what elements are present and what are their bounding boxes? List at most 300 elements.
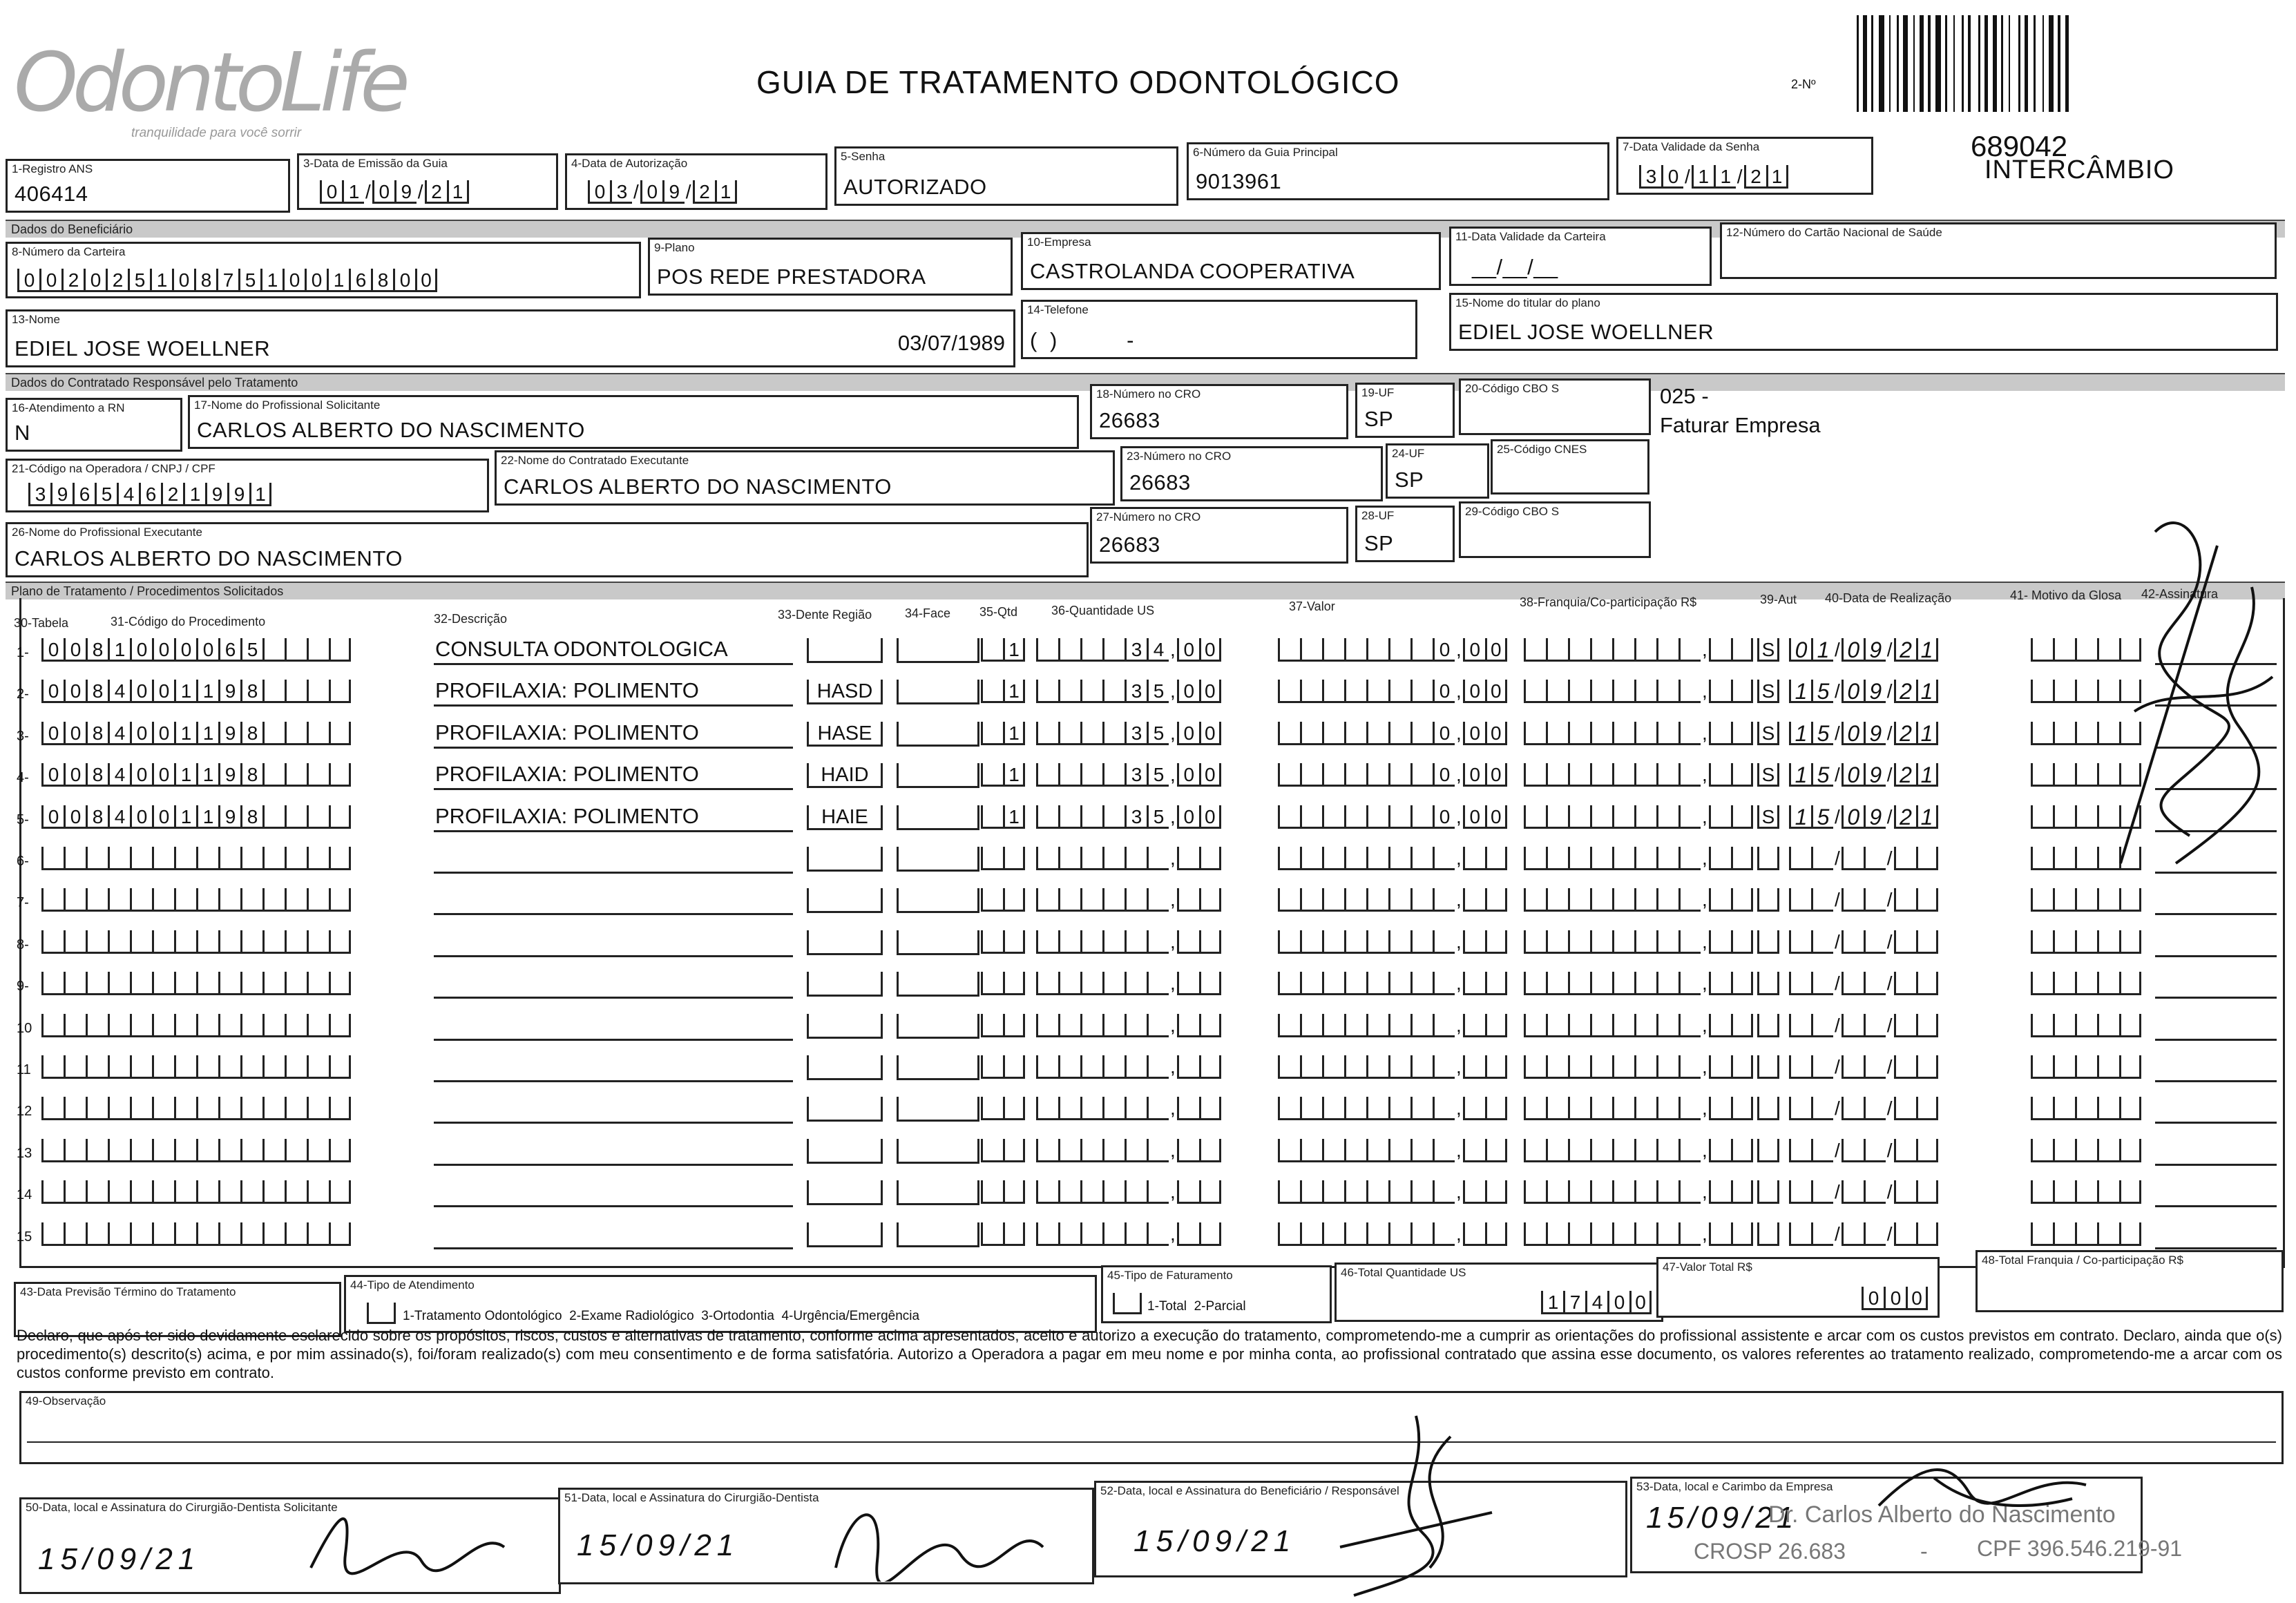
digit-cell: 3 <box>28 483 50 506</box>
procedure-code <box>41 1139 351 1162</box>
realization-date <box>1789 1097 1938 1120</box>
digit-cell <box>1678 972 1701 995</box>
digit-cell <box>285 722 307 745</box>
row-number: 4- <box>17 770 29 785</box>
tipo-faturamento-field[interactable] <box>1101 1265 1332 1323</box>
digit-cell <box>1731 1014 1753 1037</box>
digit-cell <box>1177 1097 1199 1120</box>
digit-cell <box>1524 847 1546 870</box>
digit-cell: 6 <box>73 483 95 506</box>
table-row[interactable] <box>0 633 2286 667</box>
digit-cell <box>1080 638 1102 662</box>
digit-cell: 0 <box>1433 763 1455 787</box>
validade-carteira-field[interactable] <box>1449 227 1712 286</box>
digit-cell <box>2053 680 2075 703</box>
digit-cell <box>64 930 86 954</box>
digit-cell <box>981 972 1003 995</box>
digit-cell: 3 <box>1125 680 1147 703</box>
digit-cell <box>1036 1097 1058 1120</box>
digit-cell <box>196 1055 218 1079</box>
digit-cell <box>1634 722 1656 745</box>
digit-cell <box>152 972 174 995</box>
digit-cell <box>2075 888 2097 912</box>
digit-cell <box>1916 1180 1938 1204</box>
value <box>1278 1097 1507 1120</box>
digit-cell <box>1125 1055 1147 1079</box>
quantity <box>981 722 1025 745</box>
digit-cell: 9 <box>205 483 227 506</box>
digit-cell: 0 <box>1841 680 1864 703</box>
digit-cell <box>1388 888 1410 912</box>
digit-cell <box>1300 805 1322 829</box>
digit-cell <box>1656 1055 1678 1079</box>
digit-cell: 0 <box>152 638 174 662</box>
digit-cell <box>1388 847 1410 870</box>
row-signature-line <box>2155 1122 2277 1124</box>
digit-cell <box>218 847 240 870</box>
decimal-separator: , <box>1702 1097 1707 1119</box>
field-label: 10-Empresa <box>1027 236 1091 249</box>
digit-cell: 5 <box>238 269 260 292</box>
row-signature-line <box>2155 1205 2277 1207</box>
prof-exec-field[interactable] <box>6 522 1089 577</box>
digit-cell: 3 <box>1639 165 1661 189</box>
digit-cell <box>1634 680 1656 703</box>
col-header-franquia: 38-Franquia/Co-participação R$ <box>1520 595 1697 609</box>
field-label: 15-Nome do titular do plano <box>1455 296 1600 309</box>
digit-cell <box>1524 972 1546 995</box>
barcode-bar <box>1945 15 1947 112</box>
digit-cell <box>1864 1014 1886 1037</box>
digit-cell <box>1102 805 1125 829</box>
digit-cell <box>1568 1055 1590 1079</box>
digit-cell <box>285 680 307 703</box>
description-line <box>434 1080 793 1082</box>
date-separator: / <box>1835 1056 1840 1077</box>
digit-cell <box>2031 722 2053 745</box>
digit-cell <box>64 888 86 912</box>
digit-cell <box>2097 1139 2119 1162</box>
date-separator: / <box>1886 1140 1893 1161</box>
digit-cell <box>1709 1139 1731 1162</box>
digit-cell <box>307 805 329 829</box>
digit-cell <box>1278 1139 1300 1162</box>
assinatura-date: 15/09/21 <box>577 1528 740 1562</box>
digit-cell: 0 <box>1789 638 1811 662</box>
cartao-nacional-field[interactable] <box>1720 222 2277 279</box>
decimal-separator: , <box>1702 1223 1707 1245</box>
signature-53 <box>1865 1443 2100 1526</box>
digit-cell: 5 <box>1147 805 1169 829</box>
date-separator: / <box>1886 1223 1893 1245</box>
cro-27-field[interactable] <box>1090 507 1348 564</box>
digit-cell: 8 <box>86 638 108 662</box>
glosa-reason <box>2031 1222 2141 1246</box>
row-number: 15 <box>17 1229 32 1245</box>
digit-cell <box>41 972 64 995</box>
digit-cell <box>1366 1139 1388 1162</box>
date-separator: / <box>1835 1140 1840 1161</box>
digit-cell <box>1731 1139 1753 1162</box>
digit-cell: 3 <box>1125 763 1147 787</box>
digit-cell <box>329 1055 351 1079</box>
digit-cell: S <box>1757 722 1779 745</box>
digit-cell <box>1894 1222 1916 1246</box>
digit-cell <box>329 805 351 829</box>
cro-18-field[interactable] <box>1090 384 1348 439</box>
digit-cell: 0 <box>1463 805 1485 829</box>
digit-cell <box>1568 763 1590 787</box>
digit-cell <box>1916 888 1938 912</box>
signature-50 <box>297 1485 518 1588</box>
digit-cell <box>108 1222 130 1246</box>
checkbox[interactable] <box>367 1303 396 1324</box>
digit-cell <box>1036 1014 1058 1037</box>
digit-cell <box>1789 1139 1811 1162</box>
checkbox[interactable] <box>1113 1293 1142 1314</box>
digit-cell <box>1278 972 1300 995</box>
digit-cell <box>1709 680 1731 703</box>
digit-cell <box>1568 1014 1590 1037</box>
digit-cell <box>1546 1222 1568 1246</box>
digit-cell <box>1811 1222 1833 1246</box>
digit-cell <box>1811 847 1833 870</box>
senha-field[interactable] <box>834 146 1178 206</box>
digit-cell <box>1894 1055 1916 1079</box>
description-line <box>434 913 793 915</box>
digit-cell <box>1590 1222 1612 1246</box>
uf-19-field[interactable] <box>1355 383 1455 438</box>
digit-cell: 1 <box>196 680 218 703</box>
digit-cell <box>1388 1139 1410 1162</box>
digit-cell <box>2031 1139 2053 1162</box>
cnes-25-field[interactable] <box>1491 439 1649 495</box>
empresa-field[interactable] <box>1021 232 1441 290</box>
digit-cell: 0 <box>41 722 64 745</box>
digit-cell: 0 <box>152 680 174 703</box>
birth-date: 03/07/1989 <box>897 331 1005 355</box>
cbo-29-field[interactable] <box>1459 501 1651 558</box>
decimal-separator: , <box>1702 1140 1707 1161</box>
digit-cell: 1 <box>196 805 218 829</box>
plano-field[interactable] <box>648 238 1013 296</box>
digit-cell: 1 <box>1811 638 1833 662</box>
digit-cell <box>1080 680 1102 703</box>
uf-24-field[interactable] <box>1386 443 1489 499</box>
table-row[interactable] <box>0 716 2286 751</box>
codigo-operadora-field[interactable] <box>6 459 489 512</box>
digit-cell <box>1388 763 1410 787</box>
digit-cell: 5 <box>1147 722 1169 745</box>
digit-cell <box>1344 1097 1366 1120</box>
digit-cell <box>174 930 196 954</box>
digit-cell: 5 <box>1811 763 1833 787</box>
digit-cell <box>1590 763 1612 787</box>
digit-cell <box>1524 805 1546 829</box>
digit-cell <box>41 1139 64 1162</box>
digit-cell <box>1678 1055 1701 1079</box>
digit-cell <box>307 1097 329 1120</box>
digit-cell <box>152 1139 174 1162</box>
digit-cell <box>1410 847 1433 870</box>
digit-cell <box>307 847 329 870</box>
digit-cell <box>981 930 1003 954</box>
digit-cell: 4 <box>117 483 139 506</box>
date-separator: / <box>1835 680 1840 702</box>
digit-cell <box>1678 1097 1701 1120</box>
field-label: 23-Número no CRO <box>1127 450 1232 463</box>
digit-cell <box>1410 972 1433 995</box>
table-row[interactable] <box>0 841 2286 876</box>
digit-cell <box>1841 1014 1864 1037</box>
cro-23-field[interactable] <box>1120 446 1383 501</box>
col-header-motivo: 41- Motivo da Glosa <box>2010 588 2122 602</box>
franquia <box>1524 1014 1753 1037</box>
digit-cell <box>1789 1055 1811 1079</box>
quantity-us <box>1036 1097 1221 1120</box>
date-separator: / <box>1886 1015 1893 1036</box>
digit-cell <box>2119 888 2141 912</box>
field-value: AUTORIZADO <box>843 175 987 199</box>
digit-cell: 2 <box>61 269 84 292</box>
digit-cell <box>2031 638 2053 662</box>
digit-cell: 0 <box>1433 680 1455 703</box>
digit-cell <box>1125 1139 1147 1162</box>
field-label: 9-Plano <box>654 241 695 254</box>
digit-cell <box>1678 722 1701 745</box>
total-us-field[interactable] <box>1334 1263 1663 1322</box>
digit-cell <box>981 1014 1003 1037</box>
digit-cell <box>1463 1139 1485 1162</box>
data-emissao-field[interactable] <box>297 153 558 210</box>
digit-cell <box>1463 1180 1485 1204</box>
digit-cell <box>86 1055 108 1079</box>
field-label: 53-Data, local e Carimbo da Empresa <box>1636 1480 1833 1493</box>
digit-cell: 1 <box>1916 722 1938 745</box>
table-row[interactable] <box>0 1217 2286 1251</box>
digit-cell <box>1546 930 1568 954</box>
side-note-code: 025 - <box>1660 384 1709 408</box>
digit-cell <box>1841 888 1864 912</box>
contratado-exec-field[interactable] <box>495 450 1115 506</box>
digit-cell <box>2075 1055 2097 1079</box>
digit-cell: 9 <box>662 180 685 204</box>
digit-cell <box>196 1180 218 1204</box>
digit-cell <box>196 1097 218 1120</box>
atendimento-rn-field[interactable] <box>6 398 182 452</box>
digit-cell: 1 <box>249 483 271 506</box>
digit-cell: 4 <box>108 763 130 787</box>
digit-cell <box>307 930 329 954</box>
digit-cell <box>1322 1097 1344 1120</box>
nome-field[interactable] <box>6 309 1015 367</box>
tipo-atendimento-field[interactable] <box>344 1275 1097 1333</box>
data-autorizacao-field[interactable] <box>565 153 827 210</box>
digit-cell: 2 <box>693 180 715 204</box>
decimal-separator: , <box>1170 1015 1176 1036</box>
assinatura-date: 15/09/21 <box>1133 1524 1297 1558</box>
digit-cell: 2 <box>1894 722 1916 745</box>
field-label: 5-Senha <box>841 150 886 163</box>
field-value: ( ) - <box>1030 328 1134 352</box>
registro-ans-field[interactable] <box>6 159 290 213</box>
digit-cell: 8 <box>240 722 262 745</box>
digit-cell <box>1177 1139 1199 1162</box>
digit-cell <box>1125 930 1147 954</box>
valor-total-field[interactable] <box>1656 1257 1940 1318</box>
authorization <box>1757 930 1779 954</box>
digit-cell: 0 <box>1463 722 1485 745</box>
digit-cell <box>1036 1180 1058 1204</box>
barcode-bar <box>1863 15 1867 112</box>
barcode-icon <box>1857 15 2271 112</box>
digit-cell <box>1058 680 1080 703</box>
digit-cell <box>1524 1222 1546 1246</box>
cbo-20-field[interactable] <box>1459 378 1651 435</box>
value <box>1278 680 1507 703</box>
digit-cell <box>329 1097 351 1120</box>
table-row[interactable] <box>0 1008 2286 1043</box>
digit-cell <box>1524 1139 1546 1162</box>
digit-cell <box>2097 972 2119 995</box>
field-label: 21-Código na Operadora / CNPJ / CPF <box>12 462 216 475</box>
digit-cell <box>1177 1014 1199 1037</box>
titular-field[interactable] <box>1449 293 2278 351</box>
table-row[interactable] <box>0 966 2286 1001</box>
decimal-separator: , <box>1170 806 1176 827</box>
digit-cell <box>1731 763 1753 787</box>
table-row[interactable] <box>0 758 2286 792</box>
digit-cell <box>1757 972 1779 995</box>
date-separator: / <box>1886 889 1893 910</box>
telefone-field[interactable] <box>1021 300 1417 359</box>
authorization <box>1757 847 1779 870</box>
quantity-us <box>1036 1180 1221 1204</box>
digit-cell <box>1177 1180 1199 1204</box>
quantity <box>981 763 1025 787</box>
total-franquia-field[interactable] <box>1975 1250 2284 1312</box>
decimal-separator: , <box>1702 639 1707 660</box>
uf-28-field[interactable] <box>1355 506 1455 562</box>
tooth-face <box>897 888 979 913</box>
digit-cell <box>1125 847 1147 870</box>
digit-cell <box>2119 930 2141 954</box>
procedure-code <box>41 1222 351 1246</box>
digit-cell <box>1080 1139 1102 1162</box>
field-value: POS REDE PRESTADORA <box>657 265 926 289</box>
tooth-region: HAIE <box>807 805 883 830</box>
decimal-separator: , <box>1170 764 1176 785</box>
digit-cell <box>1433 847 1455 870</box>
digit-cell <box>1485 1014 1507 1037</box>
digit-cell <box>1410 1180 1433 1204</box>
guia-principal-field[interactable] <box>1187 142 1609 200</box>
table-row[interactable] <box>0 1091 2286 1126</box>
digit-cell: 1 <box>1916 763 1938 787</box>
barcode-bar <box>1984 15 1988 112</box>
carimbo-name: Dr. Carlos Alberto do Nascimento <box>1768 1501 2116 1528</box>
digit-cell <box>1590 1180 1612 1204</box>
digit-cell: 0 <box>152 805 174 829</box>
digit-cell <box>1322 1014 1344 1037</box>
decimal-separator: , <box>1456 1181 1462 1202</box>
field-value: N <box>15 421 30 445</box>
digit-cell <box>1731 847 1753 870</box>
validade-senha-field[interactable] <box>1616 137 1873 195</box>
digit-cell <box>1894 847 1916 870</box>
field-label: 45-Tipo de Faturamento <box>1107 1269 1233 1282</box>
digit-cell <box>1102 638 1125 662</box>
field-label: 24-UF <box>1392 447 1425 460</box>
digit-cell <box>1199 1097 1221 1120</box>
row-signature-line <box>2155 1080 2277 1082</box>
value <box>1278 847 1507 870</box>
digit-cell <box>1278 847 1300 870</box>
digit-cell <box>1864 930 1886 954</box>
digit-cell <box>152 847 174 870</box>
tooth-face <box>897 847 979 872</box>
digit-cell: 0 <box>1607 1291 1629 1314</box>
field-value: 26683 <box>1129 470 1191 495</box>
digit-cell <box>285 763 307 787</box>
digit-cell <box>1177 888 1199 912</box>
digit-cell <box>1003 847 1025 870</box>
side-note-text: Faturar Empresa <box>1660 413 1821 437</box>
digit-cell: 0 <box>588 180 610 204</box>
table-row[interactable] <box>0 1050 2286 1084</box>
digit-cell <box>86 1222 108 1246</box>
digit-cell <box>174 1222 196 1246</box>
digit-cell <box>1388 930 1410 954</box>
procedure-code <box>41 888 351 912</box>
digit-cell <box>1864 1180 1886 1204</box>
digit-cell: 1 <box>1541 1291 1563 1314</box>
table-row[interactable] <box>0 1133 2286 1168</box>
digit-cell <box>1080 1180 1102 1204</box>
franquia <box>1524 888 1753 912</box>
digit-cell <box>981 722 1003 745</box>
digit-cell <box>1864 972 1886 995</box>
table-row[interactable] <box>0 1175 2286 1209</box>
observacao-line <box>27 1441 2276 1443</box>
prof-solicitante-field[interactable] <box>188 395 1079 449</box>
field-label: 25-Código CNES <box>1497 443 1587 456</box>
digit-cell <box>1590 722 1612 745</box>
digit-cell <box>2031 763 2053 787</box>
carteira-field[interactable] <box>6 242 641 298</box>
digit-cell <box>1634 1222 1656 1246</box>
digit-cell: 9 <box>50 483 73 506</box>
digit-cell <box>1058 1139 1080 1162</box>
date-separator: / <box>1886 680 1893 702</box>
digit-cell <box>1463 1055 1485 1079</box>
authorization <box>1757 888 1779 912</box>
table-row[interactable] <box>0 883 2286 917</box>
digit-cell: 0 <box>1629 1291 1652 1314</box>
procedure-code <box>41 847 351 870</box>
digit-cell <box>1485 930 1507 954</box>
digit-cell <box>307 763 329 787</box>
digit-cell <box>1731 888 1753 912</box>
table-row[interactable] <box>0 925 2286 959</box>
field-label: 3-Data de Emissão da Guia <box>303 157 448 170</box>
digit-cell <box>2031 888 2053 912</box>
digit-cell <box>1612 722 1634 745</box>
digit-cell <box>1568 680 1590 703</box>
table-row[interactable] <box>0 800 2286 834</box>
digit-cell <box>1485 972 1507 995</box>
table-row[interactable] <box>0 674 2286 709</box>
